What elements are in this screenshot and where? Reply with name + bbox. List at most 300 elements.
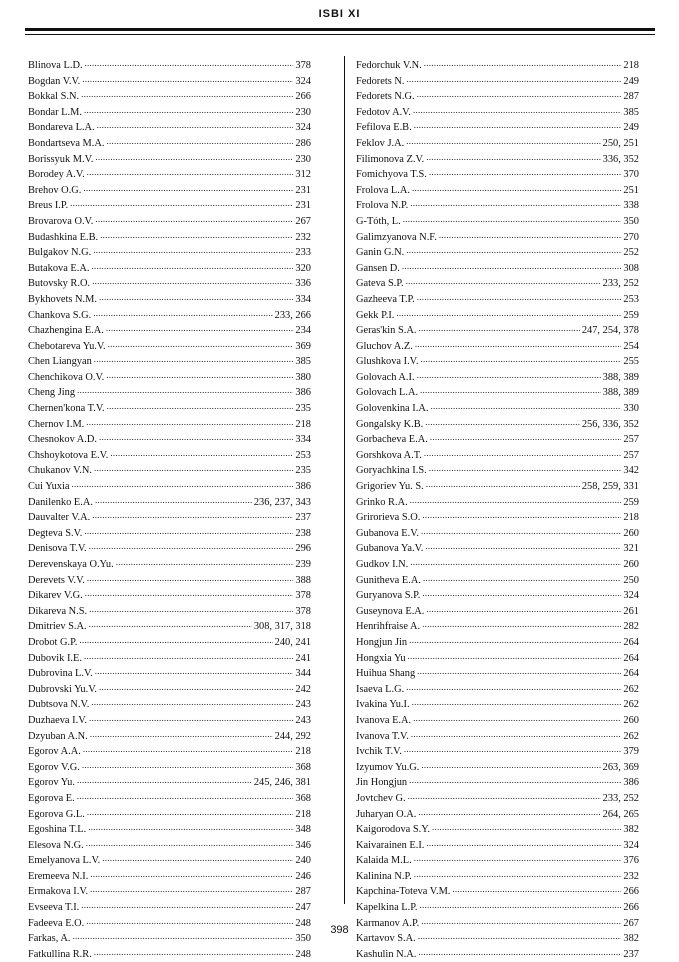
index-column-right [356, 58, 639, 962]
index-entry [28, 89, 311, 105]
index-entry [356, 74, 639, 90]
page-references: 267 [623, 917, 639, 929]
page-references: 388 [295, 574, 311, 586]
author-name: Budashkina E.B. [28, 231, 99, 243]
author-name: Egorov V.G. [28, 761, 80, 773]
index-entry [356, 323, 639, 339]
dot-leader [430, 401, 621, 415]
index-entry [356, 526, 639, 542]
author-name: Bondartseva M.A. [28, 137, 105, 149]
author-name: Ganin G.N. [356, 247, 405, 259]
author-name: Ivchik T.V. [356, 746, 402, 758]
page-references: 386 [623, 777, 639, 789]
index-entry [356, 58, 639, 74]
index-entry [356, 245, 639, 261]
dot-leader [81, 900, 293, 914]
author-name: Borodey A.V. [28, 169, 85, 181]
page-references: 330 [623, 403, 639, 415]
dot-leader [87, 807, 294, 821]
dot-leader [404, 744, 622, 758]
author-name: Butovsky R.O. [28, 278, 91, 290]
author-name: Filimonova Z.V. [356, 153, 425, 165]
page-references: 262 [623, 699, 639, 711]
author-name: Brovarova O.V. [28, 215, 94, 227]
author-name: Kalinina N.P. [356, 870, 412, 882]
index-entry [28, 354, 311, 370]
page-references: 259 [623, 309, 639, 321]
page-references: 336 [295, 278, 311, 290]
dot-leader [94, 354, 294, 368]
author-name: Grirorieva S.O. [356, 512, 421, 524]
dot-leader [408, 791, 601, 805]
author-name: Isaeva L.G. [356, 683, 405, 695]
header-rule-thick [25, 28, 655, 31]
index-entry [356, 557, 639, 573]
author-name: Huihua Shang [356, 668, 416, 680]
index-entry [28, 183, 311, 199]
index-entry [356, 370, 639, 386]
author-name: Cheng Jing [28, 387, 76, 399]
dot-leader [102, 853, 293, 867]
index-entry [356, 697, 639, 713]
page-references: 320 [295, 262, 311, 274]
page-references: 230 [295, 153, 311, 165]
index-entry [356, 136, 639, 152]
author-name: Elesova N.G. [28, 839, 84, 851]
index-entry [28, 635, 311, 651]
dot-leader [426, 479, 580, 493]
author-name: Gubanova E.V. [356, 527, 420, 539]
author-name: Gubanova Ya.V. [356, 543, 424, 555]
dot-leader [99, 682, 293, 696]
author-name: Bokkal S.N. [28, 91, 80, 103]
index-entry [28, 588, 311, 604]
page-references: 233 [295, 247, 311, 259]
author-name: Glushkova I.V. [356, 356, 419, 368]
index-entry [28, 214, 311, 230]
page-references: 250, 251 [602, 137, 639, 149]
index-entry [28, 791, 311, 807]
dot-leader [425, 417, 580, 431]
index-entry [356, 448, 639, 464]
page-references: 324 [295, 75, 311, 87]
dot-leader [418, 807, 600, 821]
index-entry [28, 58, 311, 74]
author-name: Chankova S.G. [28, 309, 92, 321]
page-references: 251 [623, 184, 639, 196]
index-entry [28, 666, 311, 682]
author-name: Derevenskaya O.Yu. [28, 559, 114, 570]
author-name: Kapelkina L.P. [356, 902, 418, 914]
page-references: 218 [295, 808, 311, 820]
page-references: 234 [295, 325, 311, 337]
author-name: Chesnokov A.D. [28, 434, 97, 446]
author-name: Izyumov Yu.G. [356, 761, 420, 773]
dot-leader [97, 120, 294, 134]
dot-leader [406, 682, 621, 696]
page-references: 231 [295, 184, 311, 196]
dot-leader [84, 105, 293, 119]
page-references: 267 [295, 215, 311, 227]
index-entry [28, 526, 311, 542]
index-entry [28, 276, 311, 292]
dot-leader [93, 308, 272, 322]
author-name: Chukanov V.N. [28, 465, 92, 477]
dot-leader [85, 588, 294, 602]
page-references: 370 [623, 169, 639, 181]
author-name: Fedorchuk V.N. [356, 60, 422, 71]
page-references: 376 [623, 855, 639, 867]
page-references: 308 [623, 262, 639, 274]
page-references: 344 [295, 668, 311, 680]
dot-leader [403, 214, 622, 228]
page-references: 324 [623, 839, 639, 851]
page-references: 263, 369 [602, 761, 639, 773]
dot-leader [88, 822, 293, 836]
index-entry [356, 308, 639, 324]
dot-leader [77, 385, 293, 399]
author-name: Chenchikova O.V. [28, 371, 105, 383]
author-name: Grinko R.A. [356, 496, 408, 508]
index-entry [28, 541, 311, 557]
dot-leader [91, 697, 293, 711]
dot-leader [422, 510, 621, 524]
dot-leader [406, 276, 601, 290]
author-name: Emelyanova L.V. [28, 855, 101, 867]
author-name: Kaigorodova S.Y. [356, 824, 430, 836]
dot-leader [439, 230, 622, 244]
dot-leader [419, 900, 621, 914]
dot-leader [424, 448, 622, 462]
dot-leader [396, 308, 621, 322]
page-references: 270 [623, 231, 639, 243]
author-name: Galimzyanova N.F. [356, 231, 437, 243]
dot-leader [86, 417, 293, 431]
page-references: 350 [295, 933, 311, 945]
dot-leader [82, 760, 294, 774]
author-name: Dubtsova N.V. [28, 699, 90, 711]
dot-leader [70, 198, 293, 212]
column-divider [344, 56, 345, 904]
dot-leader [95, 214, 293, 228]
author-name: Jin Hongjun [356, 777, 408, 789]
index-entry [28, 729, 311, 745]
dot-leader [77, 791, 294, 805]
dot-leader [108, 339, 294, 353]
author-name: Kaivarainen E.I. [356, 839, 425, 851]
dot-leader [83, 744, 294, 758]
index-entry [28, 775, 311, 791]
index-entry [356, 495, 639, 511]
page-references: 253 [623, 293, 639, 305]
dot-leader [79, 635, 272, 649]
dot-leader [90, 729, 273, 743]
page-references: 252 [623, 247, 639, 259]
dot-leader [423, 573, 621, 587]
dot-leader [95, 666, 294, 680]
page-references: 262 [623, 683, 639, 695]
dot-leader [420, 354, 621, 368]
index-entry [28, 245, 311, 261]
index-entry [356, 152, 639, 168]
author-name: Fedotov A.V. [356, 106, 411, 118]
dot-leader [94, 463, 293, 477]
author-name: Ivakina Yu.I. [356, 699, 410, 711]
index-entry [28, 479, 311, 495]
page-references: 350 [623, 215, 639, 227]
index-entry [28, 807, 311, 823]
author-name: G-Tóth, L. [356, 215, 401, 227]
dot-leader [87, 167, 294, 181]
index-entry [356, 292, 639, 308]
author-name: Borissyuk M.V. [28, 153, 94, 165]
author-name: Juharyan O.A. [356, 808, 417, 820]
page-references: 264 [623, 652, 639, 664]
index-entry [28, 869, 311, 885]
page-references: 240 [295, 855, 311, 867]
author-name: Bondar L.M. [28, 106, 82, 118]
page-references: 250 [623, 574, 639, 586]
index-entry [356, 619, 639, 635]
author-name: Gazheeva T.P. [356, 293, 415, 305]
author-name: Frolova L.A. [356, 184, 410, 196]
dot-leader [406, 74, 621, 88]
index-entry [28, 744, 311, 760]
index-entry [356, 744, 639, 760]
index-entry [356, 822, 639, 838]
page-references: 236, 237, 343 [253, 496, 311, 508]
page-references: 218 [295, 418, 311, 430]
page-references: 382 [623, 824, 639, 836]
page-references: 232 [623, 870, 639, 882]
index-entry [356, 463, 639, 479]
index-entry [356, 838, 639, 854]
page-references: 308, 317, 318 [253, 621, 311, 633]
author-name: Dubovik I.E. [28, 652, 82, 664]
index-entry [28, 760, 311, 776]
author-name: Gorbacheva E.A. [356, 434, 428, 446]
author-name: Duzhaeva I.V. [28, 714, 87, 726]
dot-leader [84, 526, 293, 540]
author-name: Kashulin N.A. [356, 948, 417, 960]
dot-leader [412, 183, 621, 197]
page-references: 248 [295, 948, 311, 960]
author-name: Egorov Yu. [28, 777, 75, 789]
index-entry [356, 760, 639, 776]
author-name: Fatkullina R.R. [28, 948, 92, 960]
dot-leader [418, 323, 579, 337]
page-references: 334 [295, 434, 311, 446]
index-entry [356, 230, 639, 246]
index-entry [356, 791, 639, 807]
dot-leader [408, 651, 622, 665]
author-name: Chebotareva Yu.V. [28, 340, 106, 352]
page-references: 385 [295, 356, 311, 368]
page-references: 258, 259, 331 [581, 481, 639, 493]
page-references: 233, 252 [602, 792, 639, 804]
index-entry [28, 432, 311, 448]
author-name: Feklov J.A. [356, 137, 405, 149]
page-references: 241 [295, 652, 311, 664]
page-references: 232 [295, 231, 311, 243]
dot-leader [91, 261, 293, 275]
dot-leader [107, 401, 294, 415]
page-references: 249 [623, 75, 639, 87]
page-references: 369 [295, 340, 311, 352]
author-name: Dikareva N.S. [28, 605, 88, 617]
author-name: Goryachkina I.S. [356, 465, 427, 477]
index-entry [356, 729, 639, 745]
dot-leader [106, 370, 293, 384]
page-references: 266 [623, 886, 639, 898]
index-entry [356, 900, 639, 916]
author-name: Frolova N.P. [356, 200, 409, 212]
page-references: 386 [295, 481, 311, 493]
author-name: Chshoykotova E.V. [28, 449, 109, 461]
page-references: 382 [623, 933, 639, 945]
index-entry [28, 136, 311, 152]
page-references: 245, 246, 381 [253, 777, 311, 789]
author-name: Eremeeva N.I. [28, 870, 89, 882]
author-name: Gluchov A.Z. [356, 340, 413, 352]
page-references: 379 [623, 746, 639, 758]
author-name: Grigoriev Yu. S. [356, 481, 424, 493]
page-references: 388, 389 [602, 371, 639, 383]
dot-leader [406, 245, 621, 259]
author-name: Kalaida M.L. [356, 855, 412, 867]
dot-leader [92, 510, 293, 524]
index-entry [28, 105, 311, 121]
page-references: 257 [623, 449, 639, 461]
index-entry [356, 666, 639, 682]
page-references: 248 [295, 917, 311, 929]
dot-leader [410, 495, 622, 509]
page-references: 259 [623, 496, 639, 508]
page-references: 386 [295, 387, 311, 399]
page-references: 368 [295, 761, 311, 773]
dot-leader [95, 495, 252, 509]
index-entry [356, 261, 639, 277]
index-entry [28, 713, 311, 729]
index-entry [28, 385, 311, 401]
author-name: Danilenko E.A. [28, 496, 93, 508]
author-name: Fedorets N.G. [356, 91, 415, 103]
author-name: Evseeva T.I. [28, 902, 80, 914]
index-entry [28, 619, 311, 635]
dot-leader [417, 666, 621, 680]
author-name: Derevets V.V. [28, 574, 85, 586]
author-name: Dauvalter V.A. [28, 512, 91, 524]
author-name: Chazhengina E.A. [28, 325, 104, 337]
dot-leader [421, 526, 621, 540]
dot-leader [92, 276, 293, 290]
page-references: 257 [623, 434, 639, 446]
author-name: Egorova E. [28, 792, 75, 804]
author-name: Gateva S.P. [356, 278, 404, 290]
dot-leader [409, 635, 621, 649]
author-name: Breus I.P. [28, 200, 69, 212]
author-name: Fedorets N. [356, 75, 405, 87]
dot-leader [418, 947, 621, 961]
index-entry [28, 573, 311, 589]
dot-leader [415, 339, 622, 353]
page-references: 348 [295, 824, 311, 836]
page-references: 342 [623, 465, 639, 477]
page-references: 246 [295, 870, 311, 882]
author-name: Butakova E.A. [28, 262, 90, 274]
page-references: 233, 266 [274, 309, 311, 321]
dot-leader [422, 588, 621, 602]
index-entry [356, 183, 639, 199]
index-entry [356, 869, 639, 885]
dot-leader [426, 604, 621, 618]
index-entry [28, 682, 311, 698]
index-entry [28, 261, 311, 277]
index-entry [28, 838, 311, 854]
author-name: Fadeeva E.O. [28, 917, 85, 929]
author-name: Hongxia Yu [356, 652, 406, 664]
page-references: 321 [623, 543, 639, 555]
page-references: 237 [295, 512, 311, 524]
index-entry [356, 807, 639, 823]
author-name: Bogdan V.V. [28, 75, 81, 87]
index-entry [28, 370, 311, 386]
author-name: Henrihfraise A. [356, 621, 421, 633]
index-entry [28, 651, 311, 667]
index-entry [28, 463, 311, 479]
dot-leader [413, 713, 621, 727]
page-references: 247 [295, 902, 311, 914]
dot-leader [412, 697, 622, 711]
author-name: Dzyuban A.N. [28, 730, 88, 742]
page-references: 286 [295, 137, 311, 149]
author-name: Kartavov S.A. [356, 933, 416, 945]
dot-leader [99, 432, 293, 446]
index-entry [28, 308, 311, 324]
page-references: 346 [295, 839, 311, 851]
dot-leader [410, 557, 621, 571]
index-entry [356, 635, 639, 651]
page-references: 247, 254, 378 [581, 325, 639, 337]
author-name: Chernov I.M. [28, 418, 85, 430]
page-references: 388, 389 [602, 387, 639, 399]
page-references: 243 [295, 714, 311, 726]
author-name: Bondareva L.A. [28, 122, 95, 134]
page-references: 231 [295, 200, 311, 212]
index-entry [356, 479, 639, 495]
author-name: Jovtchev G. [356, 792, 406, 804]
page-references: 312 [295, 169, 311, 181]
author-name: Ivanova E.A. [356, 714, 412, 726]
index-entry [28, 853, 311, 869]
page-references: 334 [295, 293, 311, 305]
author-name: Gongalsky K.B. [356, 418, 424, 430]
author-name: Egoshina T.L. [28, 824, 87, 836]
author-name: Gansen D. [356, 262, 400, 274]
index-entry [356, 573, 639, 589]
index-column-left [28, 58, 311, 962]
author-name: Brehov O.G. [28, 184, 82, 196]
index-entry [356, 198, 639, 214]
dot-leader [94, 947, 294, 961]
dot-leader [420, 385, 601, 399]
page-references: 266 [623, 902, 639, 914]
dot-leader [432, 822, 621, 836]
dot-leader [87, 573, 294, 587]
dot-leader [429, 463, 622, 477]
index-entry [356, 588, 639, 604]
dot-leader [426, 152, 600, 166]
